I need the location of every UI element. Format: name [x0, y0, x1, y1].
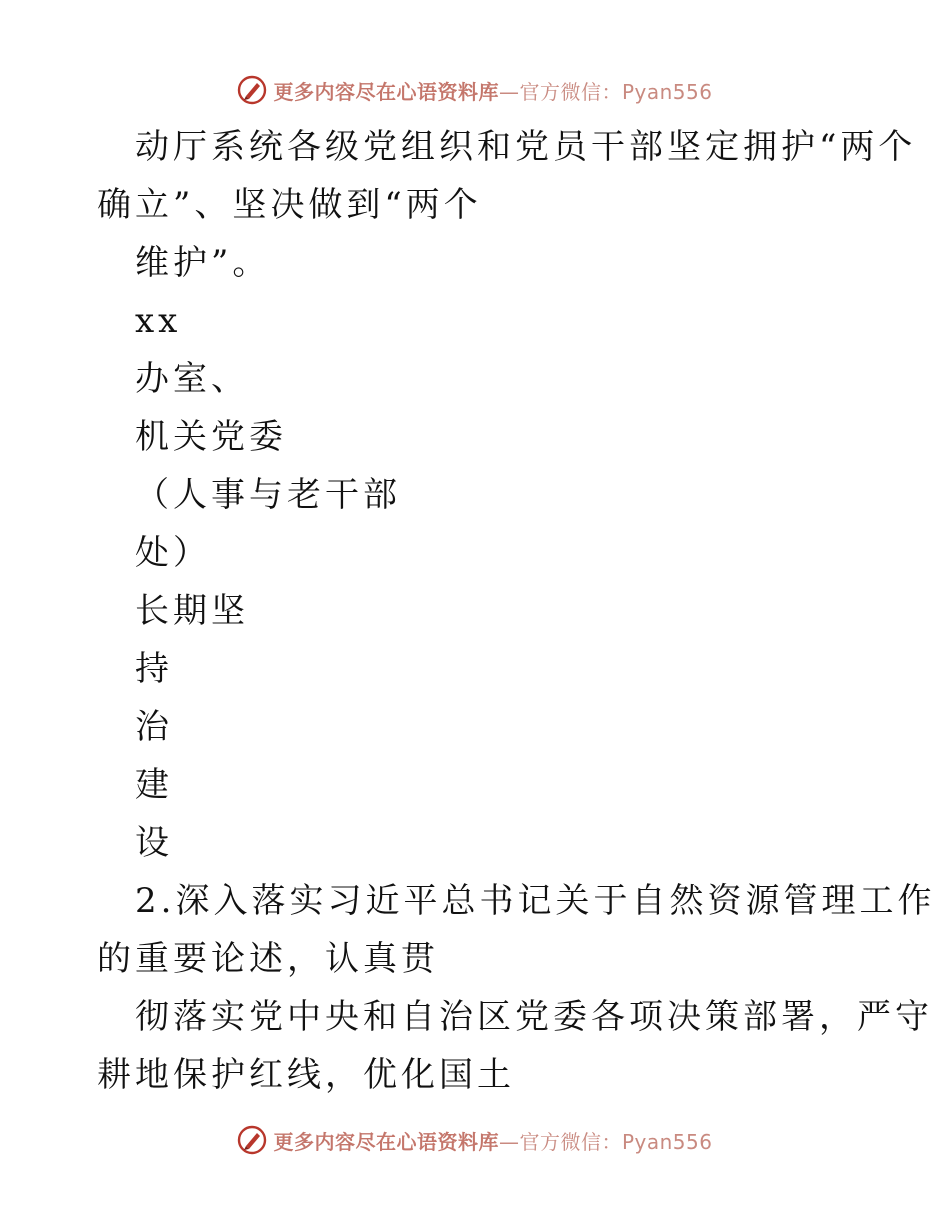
watermark-dash: — [498, 1129, 520, 1154]
document-body [97, 118, 936, 1104]
paragraph-line: 彻落实党中央和自治区党委各项决策部署，严守 [135, 997, 933, 1037]
paragraph-line: 的重要论述，认真贯 [97, 939, 439, 979]
paragraph-line: 动厅系统各级党组织和党员干部坚定拥护“两个 [135, 127, 917, 167]
header-watermark [0, 70, 950, 110]
paragraph-line: 设 [135, 823, 173, 863]
paragraph-line: 治 [135, 707, 173, 747]
paragraph-line: 确立”、坚决做到“两个 [97, 185, 482, 225]
paragraph-line: 长期坚 [135, 591, 249, 631]
watermark-text [273, 76, 712, 105]
pen-logo-icon [237, 1125, 267, 1155]
paragraph-line: 建 [135, 765, 173, 805]
watermark-suffix: 官方微信：Pyan556 [519, 79, 713, 104]
paragraph-line: 维护”。 [135, 243, 271, 283]
footer-watermark [0, 1120, 950, 1160]
paragraph-line: （人事与老干部 [135, 475, 401, 515]
watermark-suffix: 官方微信：Pyan556 [519, 1129, 713, 1154]
paragraph-line: 办室、 [135, 359, 249, 399]
paragraph-line: 处） [135, 533, 211, 573]
pen-logo-icon [237, 75, 267, 105]
watermark-dash: — [498, 79, 520, 104]
watermark-main: 更多内容尽在心语资料库 [273, 79, 499, 104]
paragraph-line: 耕地保护红线，优化国土 [97, 1055, 515, 1095]
watermark-main: 更多内容尽在心语资料库 [273, 1129, 499, 1154]
watermark-text [273, 1126, 712, 1155]
paragraph-line: xx [135, 301, 182, 341]
paragraph-line: 机关党委 [135, 417, 287, 457]
paragraph-line: 持 [135, 649, 173, 689]
paragraph-line: 2.深入落实习近平总书记关于自然资源管理工作 [135, 881, 936, 921]
